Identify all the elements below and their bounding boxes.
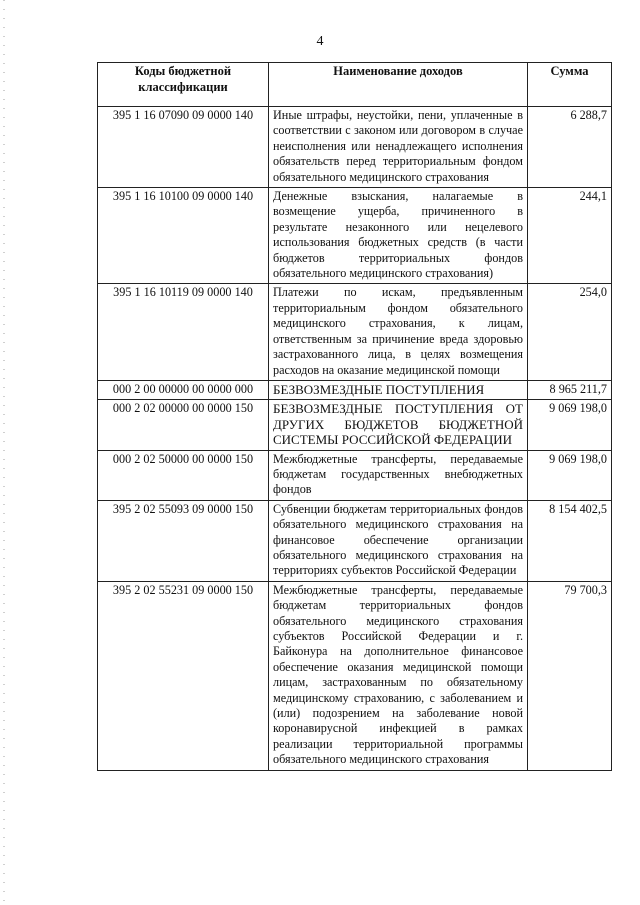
table-header-row — [98, 63, 612, 107]
row-name: Платежи по искам, предъявленным территориальным фондом обязательного медицинского страхования, к лицам, ответственным за причинение вреда здоровью застрахованного лица, в целях возмещения расходов на оказание медицинской помощи — [269, 284, 528, 380]
row-sum: 79 700,3 — [528, 581, 612, 770]
row-name: Межбюджетные трансферты, передаваемые бюджетам государственных внебюджетных фондов — [269, 450, 528, 500]
row-code: 000 2 00 00000 00 0000 000 — [98, 380, 269, 399]
row-name: БЕЗВОЗМЕЗДНЫЕ ПОСТУПЛЕНИЯ ОТ ДРУГИХ БЮДЖЕТОВ БЮДЖЕТНОЙ СИСТЕМЫ РОССИЙСКОЙ ФЕДЕРАЦИИ — [269, 400, 528, 450]
row-sum: 254,0 — [528, 284, 612, 380]
row-code: 395 1 16 07090 09 0000 140 — [98, 107, 269, 188]
row-code: 395 1 16 10100 09 0000 140 — [98, 188, 269, 284]
row-name: Денежные взыскания, налагаемые в возмещение ущерба, причиненного в результате незаконного или нецелевого использования бюджетных средств (в части бюджетов территориальных фондов обязательного медицинского страхования) — [269, 188, 528, 284]
table-row — [98, 450, 612, 500]
row-code: 000 2 02 00000 00 0000 150 — [98, 400, 269, 450]
row-name: БЕЗВОЗМЕЗДНЫЕ ПОСТУПЛЕНИЯ — [269, 380, 528, 399]
table-row — [98, 107, 612, 188]
row-sum: 9 069 198,0 — [528, 450, 612, 500]
row-name: Межбюджетные трансферты, передаваемые бюджетам территориальных фондов обязательного медицинского страхования субъектов Российской Федерации и г. Байконура на дополнительное финансовое обеспечение оказания медицинской помощи лицам, застрахованным по обязательному медицинскому страхованию, с заболеванием и (или) подозрением на заболевание новой коронавирусной инфекцией в рамках реализации территориальной программы обязательного медицинского страхования — [269, 581, 528, 770]
table-row — [98, 284, 612, 380]
table-row — [98, 500, 612, 581]
row-sum: 244,1 — [528, 188, 612, 284]
row-code: 395 1 16 10119 09 0000 140 — [98, 284, 269, 380]
table-row — [98, 188, 612, 284]
income-table — [97, 62, 612, 771]
row-sum: 9 069 198,0 — [528, 400, 612, 450]
row-code: 395 2 02 55093 09 0000 150 — [98, 500, 269, 581]
table-row — [98, 400, 612, 450]
header-sum: Сумма — [528, 63, 612, 107]
header-name: Наименование доходов — [269, 63, 528, 107]
row-code: 000 2 02 50000 00 0000 150 — [98, 450, 269, 500]
row-code: 395 2 02 55231 09 0000 150 — [98, 581, 269, 770]
table-row — [98, 581, 612, 770]
row-sum: 8 965 211,7 — [528, 380, 612, 399]
table-row — [98, 380, 612, 399]
row-name: Иные штрафы, неустойки, пени, уплаченные в соответствии с законом или договором в случае неисполнения или ненадлежащего исполнения обязательств перед территориальным фондом обязательного медицинского страхования — [269, 107, 528, 188]
row-sum: 6 288,7 — [528, 107, 612, 188]
row-name: Субвенции бюджетам территориальных фондов обязательного медицинского страхования на финансовое обеспечение организации обязательного медицинского страхования на территориях субъектов Российской Федерации — [269, 500, 528, 581]
header-code: Коды бюджетной классификации — [98, 63, 269, 107]
row-sum: 8 154 402,5 — [528, 500, 612, 581]
scan-edge-marks — [3, 0, 5, 905]
page-number: 4 — [316, 34, 324, 49]
